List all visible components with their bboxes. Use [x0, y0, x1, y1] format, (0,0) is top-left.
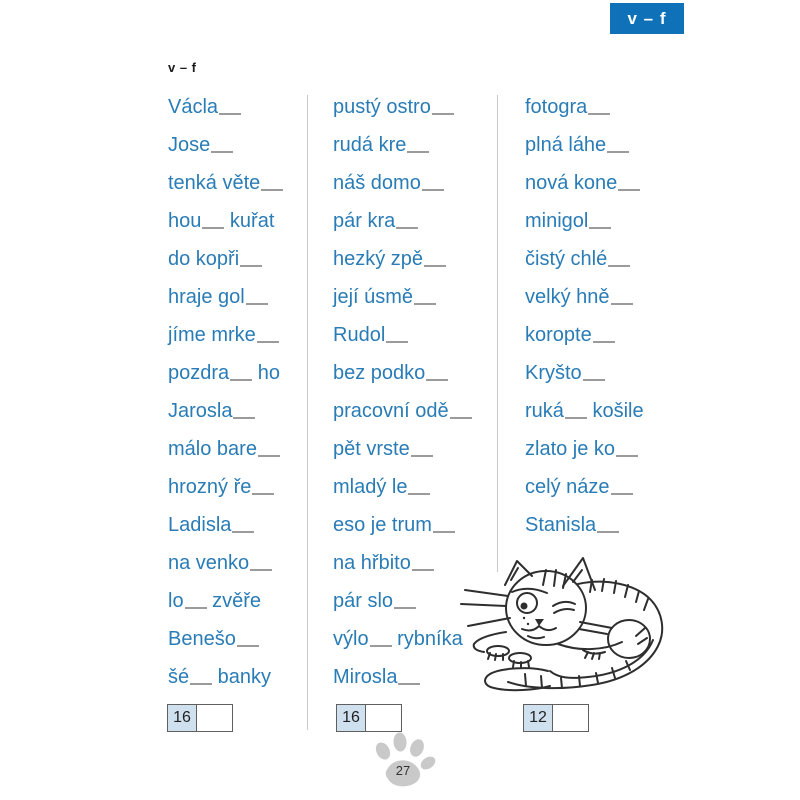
answer-blank[interactable] — [583, 365, 605, 381]
answer-blank[interactable] — [407, 137, 429, 153]
exercise-item: hraje gol — [168, 278, 283, 316]
exercise-item: Kryšto — [525, 354, 644, 392]
answer-blank[interactable] — [408, 479, 430, 495]
exercise-item: málo bare — [168, 430, 283, 468]
exercise-item: celý náze — [525, 468, 644, 506]
exercise-item: velký hně — [525, 278, 644, 316]
section-label: v – f — [168, 60, 197, 75]
exercise-item: plná láhe — [525, 126, 644, 164]
answer-blank[interactable] — [185, 593, 207, 609]
answer-blank[interactable] — [261, 175, 283, 191]
answer-blank[interactable] — [424, 251, 446, 267]
answer-blank[interactable] — [396, 213, 418, 229]
word-column-3 — [525, 88, 644, 544]
answer-blank[interactable] — [370, 631, 392, 647]
answer-blank[interactable] — [398, 669, 420, 685]
answer-blank[interactable] — [190, 669, 212, 685]
score-max-label: 12 — [524, 705, 553, 731]
exercise-item: Jose — [168, 126, 283, 164]
exercise-item: rudá kre — [333, 126, 472, 164]
exercise-item: Jarosla — [168, 392, 283, 430]
answer-blank[interactable] — [211, 137, 233, 153]
answer-blank[interactable] — [258, 441, 280, 457]
answer-blank[interactable] — [593, 327, 615, 343]
exercise-item: Rudol — [333, 316, 472, 354]
exercise-item: šé banky — [168, 665, 272, 688]
answer-blank[interactable] — [432, 99, 454, 115]
exercise-item: Stanisla — [525, 506, 644, 544]
answer-blank[interactable] — [230, 365, 252, 381]
exercise-item: lo zvěře — [168, 589, 262, 612]
answer-blank[interactable] — [394, 593, 416, 609]
exercise-item: hou kuřat — [168, 209, 275, 232]
exercise-item: výlo rybníka — [333, 627, 463, 650]
answer-blank[interactable] — [618, 175, 640, 191]
exercise-item: pustý ostro — [333, 88, 472, 126]
answer-blank[interactable] — [608, 251, 630, 267]
score-input-cell[interactable] — [197, 705, 232, 731]
answer-blank[interactable] — [589, 213, 611, 229]
answer-blank[interactable] — [237, 631, 259, 647]
answer-blank[interactable] — [422, 175, 444, 191]
exercise-item: bez podko — [333, 354, 472, 392]
exercise-item: hrozný ře — [168, 468, 283, 506]
answer-blank[interactable] — [219, 99, 241, 115]
exercise-item: do kopři — [168, 240, 283, 278]
answer-blank[interactable] — [414, 289, 436, 305]
cat-illustration — [440, 540, 680, 700]
paw-print-icon — [370, 730, 440, 790]
exercise-item: na venko — [168, 544, 283, 582]
exercise-item: pozdra ho — [168, 361, 280, 384]
answer-blank[interactable] — [250, 555, 272, 571]
exercise-item: koropte — [525, 316, 644, 354]
answer-blank[interactable] — [240, 251, 262, 267]
exercise-item: na hřbito — [333, 544, 472, 582]
exercise-item: pět vrste — [333, 430, 472, 468]
answer-blank[interactable] — [202, 213, 224, 229]
answer-blank[interactable] — [426, 365, 448, 381]
answer-blank[interactable] — [386, 327, 408, 343]
score-box — [523, 704, 589, 732]
exercise-item: zlato je ko — [525, 430, 644, 468]
exercise-item: náš domo — [333, 164, 472, 202]
column-divider — [307, 95, 308, 730]
exercise-item: pracovní odě — [333, 392, 472, 430]
exercise-item: Benešo — [168, 620, 283, 658]
answer-blank[interactable] — [611, 479, 633, 495]
exercise-item: eso je trum — [333, 506, 472, 544]
exercise-item: jíme mrke — [168, 316, 283, 354]
answer-blank[interactable] — [246, 289, 268, 305]
score-box — [167, 704, 233, 732]
answer-blank[interactable] — [450, 403, 472, 419]
answer-blank[interactable] — [433, 517, 455, 533]
answer-blank[interactable] — [588, 99, 610, 115]
exercise-item: Ladisla — [168, 506, 283, 544]
answer-blank[interactable] — [233, 403, 255, 419]
exercise-item: nová kone — [525, 164, 644, 202]
answer-blank[interactable] — [412, 555, 434, 571]
answer-blank[interactable] — [565, 403, 587, 419]
exercise-item: tenká věte — [168, 164, 283, 202]
exercise-item: Václa — [168, 88, 283, 126]
answer-blank[interactable] — [411, 441, 433, 457]
word-column-1 — [168, 88, 283, 696]
score-max-label: 16 — [337, 705, 366, 731]
answer-blank[interactable] — [252, 479, 274, 495]
answer-blank[interactable] — [232, 517, 254, 533]
answer-blank[interactable] — [597, 517, 619, 533]
answer-blank[interactable] — [607, 137, 629, 153]
page-number: 27 — [395, 763, 411, 778]
exercise-item: minigol — [525, 202, 644, 240]
exercise-badge: v – f — [610, 3, 684, 34]
answer-blank[interactable] — [616, 441, 638, 457]
answer-blank[interactable] — [611, 289, 633, 305]
exercise-item: čistý chlé — [525, 240, 644, 278]
exercise-item: hezký zpě — [333, 240, 472, 278]
exercise-item: její úsmě — [333, 278, 472, 316]
column-divider — [497, 95, 498, 572]
score-input-cell[interactable] — [366, 705, 401, 731]
exercise-item: Mirosla — [333, 658, 472, 696]
exercise-item: pár kra — [333, 202, 472, 240]
score-input-cell[interactable] — [553, 705, 588, 731]
exercise-item: pár slo — [333, 582, 472, 620]
exercise-item: fotogra — [525, 88, 644, 126]
score-box — [336, 704, 402, 732]
exercise-item: mladý le — [333, 468, 472, 506]
score-max-label: 16 — [168, 705, 197, 731]
exercise-item: ruká košile — [525, 399, 644, 422]
answer-blank[interactable] — [257, 327, 279, 343]
